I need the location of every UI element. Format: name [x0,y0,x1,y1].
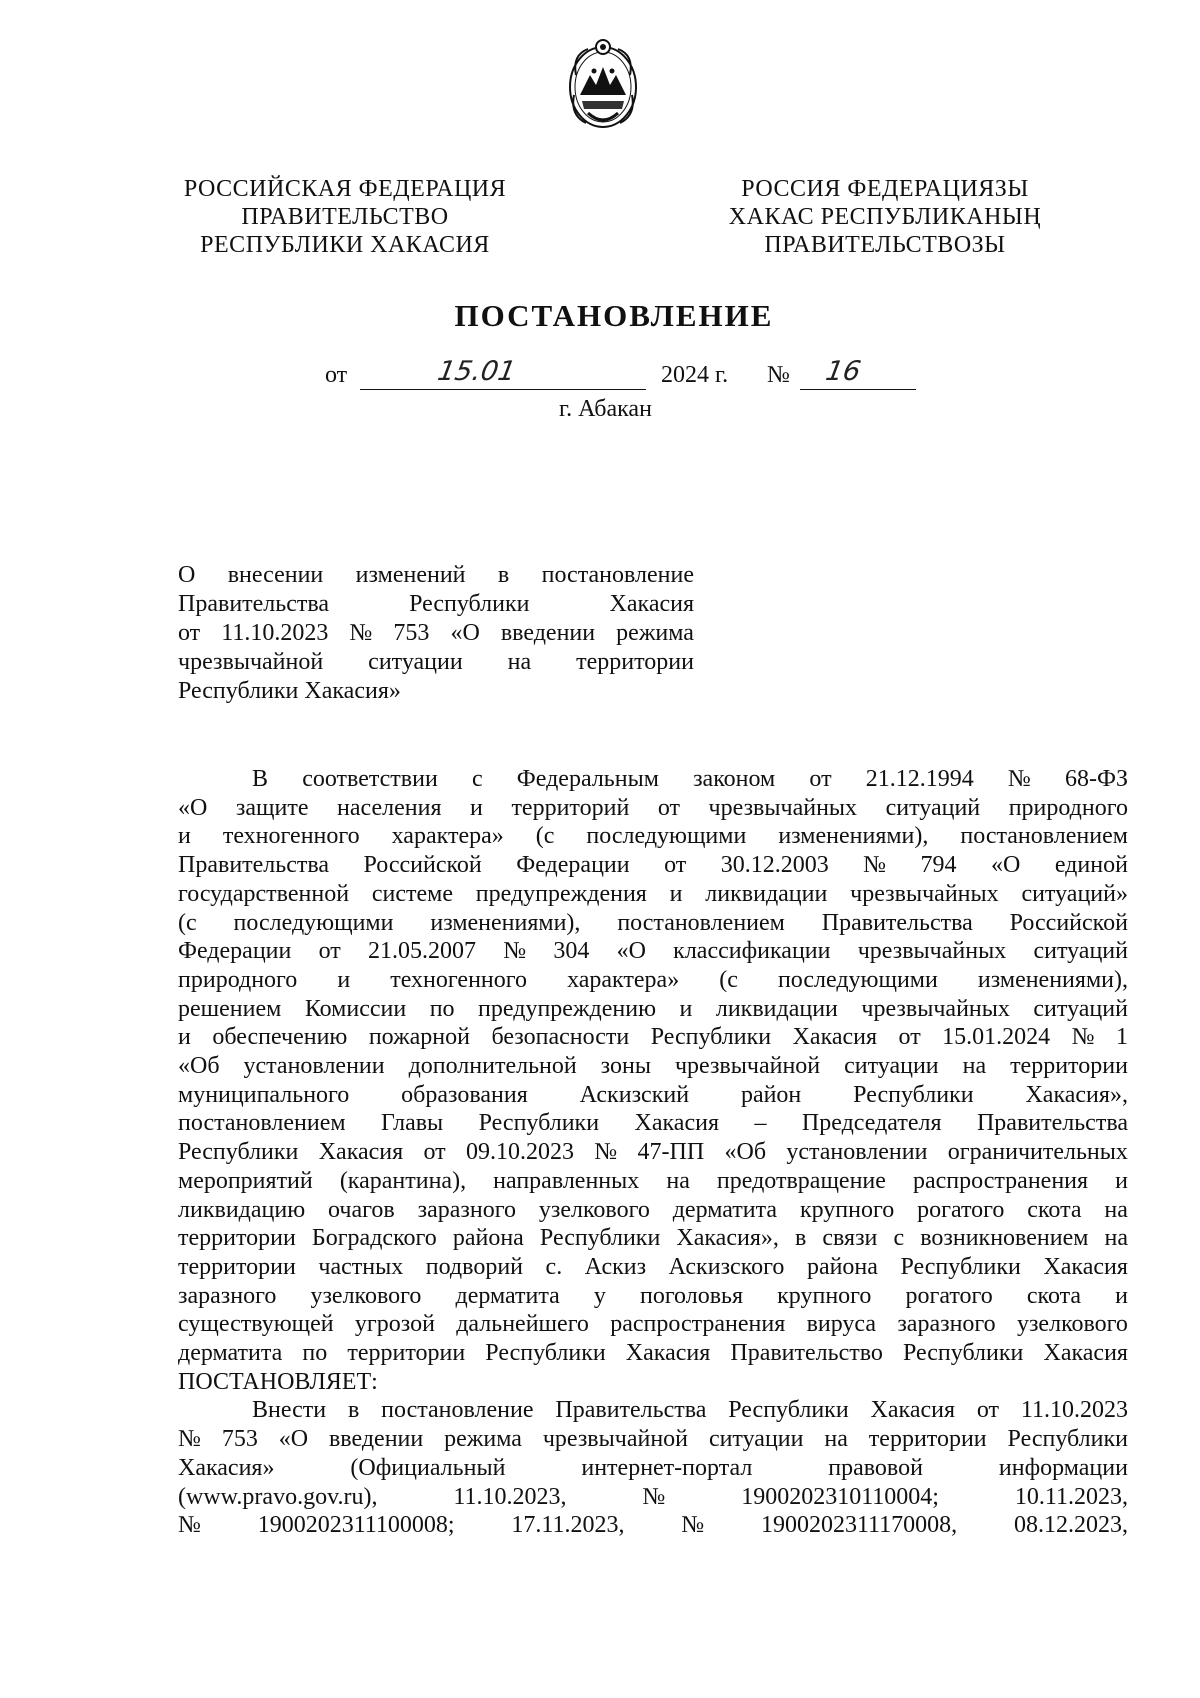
body-word: предупреждения [475,880,647,907]
body-word: мероприятий [178,1167,313,1194]
body-word: от [423,1139,446,1166]
body-word: очагов [328,1196,395,1223]
body-word: населения [337,794,442,821]
body-word: чрезвычайных [708,794,858,821]
subject-word: изменений [355,562,466,588]
body-word: 304 [553,938,590,965]
body-word: 794 [920,852,957,879]
header-right-line: ПРАВИТЕЛЬСТВОЗЫ [764,232,1006,258]
body-word: Хакасия», [1025,1081,1128,1108]
body-line [178,1339,1128,1368]
body-word: Республики [728,1397,849,1424]
body-word: направленных [493,1167,640,1194]
subject-word: внесении [227,562,324,588]
header-left-line: РЕСПУБЛИКИ ХАКАСИЯ [200,232,490,258]
body-word: узелкового [310,1282,422,1309]
body-word: Республики [485,1340,606,1367]
body-word: 11.10.2023 [1020,1397,1128,1424]
body-word: Республики [178,1139,299,1166]
body-word: с. [545,1253,563,1280]
header-right-khakas [700,175,1070,259]
body-word: район [740,1081,802,1108]
body-word: Правительства [976,1110,1128,1137]
body-word: узелкового [538,1196,650,1223]
body-word: В [252,766,269,792]
body-word: «О [991,852,1021,879]
body-word: 21.12.1994 [865,766,974,792]
body-word: ситуаций [1033,938,1128,965]
body-word: (карантина), [339,1167,467,1194]
body-word: (www.pravo.gov.ru), [178,1483,378,1510]
body-word: в [347,1397,360,1424]
body-word: дерматита [455,1282,560,1309]
body-word: интернет-портал [581,1454,753,1481]
body-word: связи [822,1225,878,1252]
subject-word: Республики Хакасия» [178,678,401,704]
body-word: Республики [478,1110,600,1137]
body-line [178,1396,1128,1425]
body-word: Хакасия [634,1110,719,1137]
body-word: постановлением [617,909,785,936]
subject-line [178,648,694,677]
header-right-line: РОССИЯ ФЕДЕРАЦИЯЗЫ [741,176,1029,202]
body-word: дальнейшего [456,1311,589,1338]
body-line [178,1081,1128,1110]
body-word: Республики [902,1340,1024,1367]
body-word: территорий [511,794,630,821]
body-word: на [666,1167,690,1194]
body-word: № [642,1483,666,1510]
body-word: последующими [586,823,747,850]
body-word: подворий [425,1253,523,1280]
body-word: Аскизского [668,1253,785,1280]
body-word: Хакасия [1043,1253,1128,1280]
body-word: Российской [363,852,482,879]
body-word: распространения [610,1311,786,1338]
body-word: Хакасия [792,1024,878,1051]
body-word: Правительства [555,1397,707,1424]
body-word: государственной [178,880,350,907]
body-line [178,1109,1128,1138]
body-word: характера» [391,823,504,850]
body-word: дополнительной [408,1053,577,1080]
subject-word: режима [616,620,694,646]
body-word: техногенного [390,966,528,993]
body-word: установлении [243,1053,385,1080]
body-line [178,1454,1128,1483]
body-word: узелкового [1016,1311,1128,1338]
body-word: Федерации [178,938,292,965]
body-word: информации [998,1454,1128,1481]
body-line [178,880,1128,909]
body-word: № [681,1512,705,1539]
body-word: у [593,1282,606,1309]
body-word: 753 [221,1426,258,1453]
body-word: и [679,995,693,1022]
year-label: 2024 г. [661,362,729,388]
body-word: заразного [178,1282,277,1309]
body-word: № [594,1139,618,1166]
body-word: рогатого [905,1282,993,1309]
body-word: № [503,938,527,965]
body-word: решением [178,995,282,1022]
body-word: Боградского [311,1225,437,1252]
header-left-ru [170,175,520,259]
subject-line [178,561,694,590]
date-handwritten: 15.01 [435,356,519,387]
number-sign: № [767,362,790,388]
date-number-line [0,356,1200,396]
body-word: № [863,852,887,879]
body-word: 1900202311170008, [760,1512,958,1539]
body-word: вируса [806,1311,877,1338]
body-word: 08.12.2023, [1013,1512,1128,1539]
body-word: постановлением [178,1110,346,1137]
body-word: на [962,1053,987,1080]
header-right-line: ХАКАС РЕСПУБЛИКАНЫҢ [728,204,1042,230]
body-word: зоны [600,1053,651,1080]
body-word: Республики [900,1253,1021,1280]
subject-word: № [349,620,373,646]
body-word: на [1104,1196,1128,1223]
body-word: ПОСТАНОВЛЯЕТ: [178,1368,378,1395]
body-word: Хакасия», [676,1225,779,1252]
body-text [178,765,1128,1540]
body-word: правовой [828,1454,923,1481]
body-line [178,1224,1128,1253]
body-line [178,1023,1128,1052]
body-word: ситуаций [885,794,981,821]
body-word: Республики [1007,1426,1128,1453]
subject-word: чрезвычайной [178,649,324,675]
body-word: 68-ФЗ [1065,766,1128,792]
subject-word: 11.10.2023 [221,620,329,646]
coat-of-arms-emblem [566,35,640,133]
body-word: скота [1026,1282,1082,1309]
body-word: и [1115,1282,1128,1309]
body-word: Аскиз [584,1253,647,1280]
body-word: изменениями), [430,909,581,936]
body-word: Хакасия [870,1397,955,1424]
body-word: Республики [853,1081,974,1108]
body-word: Федеральным [516,766,659,792]
body-word: территории [347,1340,466,1367]
body-word: законом [693,766,776,792]
body-word: и [669,880,683,907]
body-word: ликвидации [715,995,838,1022]
body-word: соответствии [302,766,438,792]
body-word: (Официальный [350,1454,506,1481]
body-word: от [976,1397,1000,1424]
body-word: характера» [567,966,680,993]
body-word: Федерации [516,852,630,879]
body-word: (с [535,823,555,850]
body-word: заразного [417,1196,516,1223]
body-line [178,794,1128,823]
body-word: № [1071,1024,1095,1051]
subject-word: в [497,562,510,588]
body-word: 1900202310110004; [741,1483,939,1510]
body-line [178,1368,1128,1397]
body-word: территории [868,1426,987,1453]
subject-word: от [178,620,201,646]
date-prefix: от [325,362,348,388]
body-word: установлении [786,1139,928,1166]
body-word: 10.11.2023, [1014,1483,1128,1510]
body-word: 21.05.2007 [367,938,476,965]
number-handwritten: 16 [823,356,864,387]
body-word: ситуации [708,1426,804,1453]
body-word: системе [371,880,453,907]
body-word: постановлением [960,823,1128,850]
body-word: существующей [178,1311,334,1338]
body-word: – [754,1110,767,1137]
body-word: 17.11.2023, [511,1512,625,1539]
body-word: ситуаций [1033,995,1128,1022]
body-word: муниципального [178,1081,350,1108]
body-word: района [806,1253,878,1280]
body-word: Правительство [730,1340,883,1367]
body-word: (с [719,966,738,993]
body-word: ликвидации [705,880,828,907]
body-word: района [452,1225,524,1252]
body-line [178,851,1128,880]
body-line [178,765,1128,794]
body-line [178,1138,1128,1167]
body-word: поголовья [639,1282,744,1309]
body-word: рогатого [917,1196,1005,1223]
body-word: классификации [673,938,831,965]
body-word: Комиссии [304,995,407,1022]
subject-word: ситуации [368,649,463,675]
body-line [178,1282,1128,1311]
body-word: и [178,1024,191,1051]
body-word: от [318,938,341,965]
body-line [178,966,1128,995]
body-word: угрозой [354,1311,435,1338]
body-word: чрезвычайных [850,880,999,907]
body-word: Председателя [801,1110,942,1137]
subject-word: Правительства [178,591,330,617]
body-word: чрезвычайной [674,1053,821,1080]
body-word: территории [1010,1053,1128,1080]
body-word: Главы [381,1110,444,1137]
body-word: 09.10.2023 [465,1139,574,1166]
body-word: крупного [777,1282,872,1309]
body-word: Правительства [178,852,330,879]
subject-word: введении [500,620,596,646]
body-word: скота [1027,1196,1082,1223]
body-word: предупреждению [478,995,656,1022]
subject-block [178,561,694,706]
body-word: Внести [252,1397,327,1424]
body-word: последующими [777,966,938,993]
body-word: «О [616,938,646,965]
subject-word: Хакасия [609,591,694,617]
body-word: Хакасия [318,1139,404,1166]
body-line [178,1483,1128,1512]
body-line [178,822,1128,851]
body-word: заразного [897,1311,996,1338]
body-word: 30.12.2003 [720,852,829,879]
body-word: предотвращение [716,1167,886,1194]
body-line [178,1511,1128,1540]
body-word: с [471,766,483,792]
body-word: на [824,1426,848,1453]
body-word: Хакасия» [178,1454,275,1481]
city-label: г. Абакан [559,396,652,422]
body-word: ситуаций» [1021,880,1128,907]
body-line [178,1052,1128,1081]
body-line [178,1196,1128,1225]
body-word: единой [1054,852,1128,879]
body-word: последующими [233,909,394,936]
body-word: пожарной [368,1024,470,1051]
header-left-line: ПРАВИТЕЛЬСТВО [241,204,449,230]
body-word: (с [178,909,197,936]
body-line [178,909,1128,938]
body-word: образования [401,1081,528,1108]
subject-word: «О [450,620,480,646]
body-word: и [470,794,483,821]
body-word: введении [328,1426,424,1453]
body-line [178,1425,1128,1454]
body-word: от [898,1024,921,1051]
body-word: № [178,1512,201,1539]
body-word: № [1007,766,1031,792]
body-word: Правительства [821,909,973,936]
body-word: «О [178,794,208,821]
subject-line [178,619,694,648]
body-word: Республики [650,1024,772,1051]
subject-word: 753 [393,620,430,646]
body-line [178,995,1128,1024]
body-word: дерматита [178,1340,283,1367]
body-word: № [178,1426,201,1453]
document-title: ПОСТАНОВЛЕНИЕ [454,298,774,333]
body-word: территории [178,1225,296,1252]
body-word: режима [444,1426,522,1453]
subject-word: Республики [409,591,530,617]
body-word: 47-ПП [637,1139,705,1166]
body-word: от [657,794,680,821]
subject-word: на [507,649,532,675]
body-word: дерматита [672,1196,778,1223]
subject-word: постановление [541,562,694,588]
subject-line [178,590,694,619]
subject-line [178,677,694,706]
body-word: ограничительных [947,1139,1128,1166]
body-word: «О [278,1426,309,1453]
body-word: изменениями), [778,823,929,850]
body-word: и [178,823,191,850]
body-word: природного [1008,794,1128,821]
body-word: Российской [1009,909,1128,936]
body-word: безопасности [491,1024,630,1051]
body-word: чрезвычайных [857,938,1007,965]
body-word: Республики [539,1225,661,1252]
body-word: чрезвычайных [861,995,1010,1022]
body-word: чрезвычайной [542,1426,689,1453]
body-word: по [302,1340,328,1367]
body-word: и [1115,1167,1128,1194]
subject-word: О [178,562,196,588]
body-word: частных [318,1253,404,1280]
body-word: 15.01.2024 [942,1024,1051,1051]
body-word: изменениями), [977,966,1128,993]
body-word: Хакасия [1043,1340,1128,1367]
body-word: территории [178,1253,296,1280]
body-word: Хакасия [625,1340,711,1367]
body-line [178,937,1128,966]
body-word: возникновением [920,1225,1089,1252]
header-left-line: РОССИЙСКАЯ ФЕДЕРАЦИЯ [183,176,507,202]
body-word: ситуации [844,1053,939,1080]
body-word: и [337,966,351,993]
body-word: от [809,766,832,792]
body-line [178,1167,1128,1196]
body-word: защите [235,794,309,821]
body-word: природного [178,966,298,993]
body-word: «Об [724,1139,767,1166]
body-word: ликвидацию [178,1196,306,1223]
body-word: постановление [381,1397,534,1424]
body-line [178,1253,1128,1282]
body-word: обеспечению [212,1024,348,1051]
subject-word: территории [576,649,694,675]
body-word: 1 [1116,1024,1128,1051]
body-word: на [1104,1225,1128,1252]
body-word: крупного [799,1196,895,1223]
body-word: «Об [178,1053,220,1080]
body-word: от [664,852,687,879]
body-word: Аскизский [579,1081,690,1108]
body-word: по [429,995,455,1022]
body-word: техногенного [222,823,360,850]
body-line [178,1310,1128,1339]
body-word: распространения [913,1167,1089,1194]
body-word: 11.10.2023, [453,1483,567,1510]
body-word: с [893,1225,905,1252]
body-word: в [794,1225,807,1252]
body-word: 1900202311100008; [257,1512,455,1539]
